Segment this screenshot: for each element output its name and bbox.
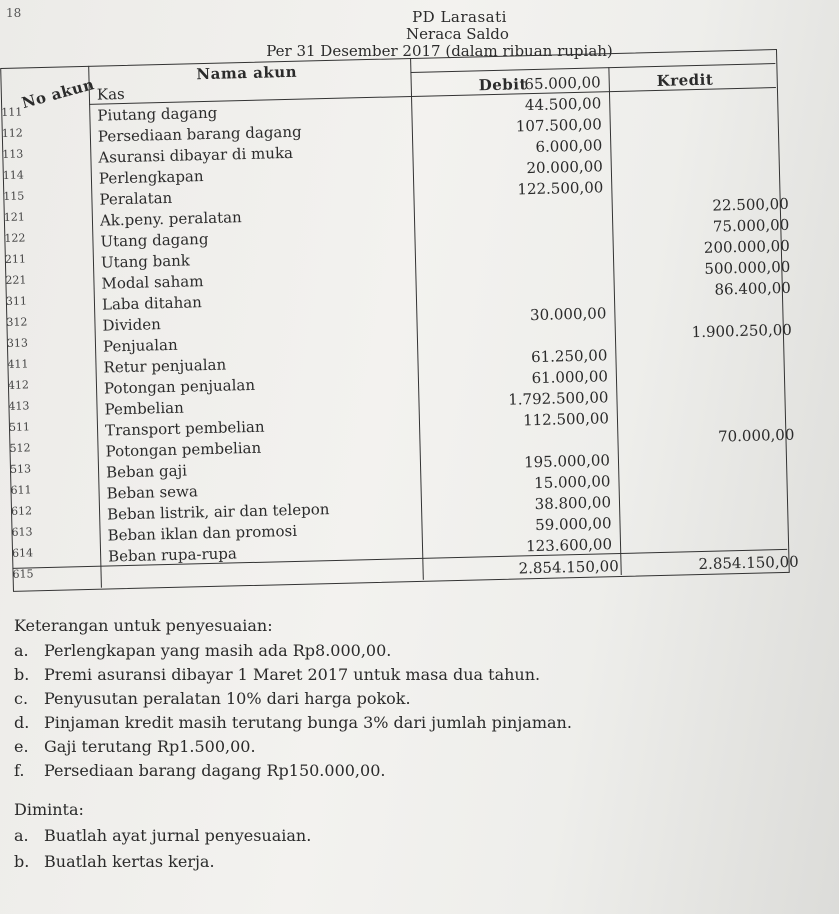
account-number: 512 — [9, 441, 31, 455]
adjustment-item-label: f. — [14, 761, 25, 780]
account-number: 113 — [2, 147, 24, 161]
debit-amount: 6.000,00 — [535, 136, 603, 156]
company-name: PD Larasati — [412, 8, 507, 26]
account-number: 112 — [1, 126, 23, 140]
account-name: Persediaan barang dagang — [97, 122, 302, 146]
account-name: Beban rupa-rupa — [107, 544, 238, 566]
account-number: 211 — [4, 252, 27, 266]
kredit-amount: 70.000,00 — [717, 425, 795, 446]
adjustment-item — [14, 641, 572, 665]
debit-amount: 15.000,00 — [533, 472, 611, 493]
account-name: Beban sewa — [106, 482, 199, 503]
account-number: 413 — [8, 399, 30, 413]
adjustment-item-label: e. — [14, 737, 29, 756]
kredit-amount: 200.000,00 — [703, 236, 790, 257]
debit-amount: 61.000,00 — [531, 367, 609, 388]
account-name: Peralatan — [99, 188, 173, 209]
account-name: Ak.peny. peralatan — [99, 208, 242, 230]
account-name: Utang dagang — [100, 229, 209, 251]
total-debit: 2.854.150,00 — [518, 557, 619, 578]
requested-tasks — [14, 800, 311, 878]
adjustment-item — [14, 689, 572, 713]
requested-item-text: Buatlah ayat jurnal penyesuaian. — [44, 826, 312, 845]
account-number: 615 — [12, 567, 34, 581]
account-number: 311 — [5, 294, 28, 308]
account-name: Modal saham — [101, 272, 204, 293]
debit-amount: 30.000,00 — [529, 304, 607, 325]
account-number: 412 — [7, 378, 30, 392]
adjustment-item-text: Persediaan barang dagang Rp150.000,00. — [44, 761, 386, 780]
account-number: 511 — [8, 420, 31, 434]
requested-title: Diminta: — [14, 800, 84, 819]
account-number: 122 — [4, 231, 26, 245]
debit-amount: 112.500,00 — [522, 409, 610, 430]
adjustment-item-text: Perlengkapan yang masih ada Rp8.000,00. — [44, 641, 392, 660]
kredit-amount: 86.400,00 — [714, 278, 792, 299]
requested-list — [14, 826, 311, 878]
account-number: 611 — [10, 483, 32, 497]
adjustment-item-text: Premi asuransi dibayar 1 Maret 2017 untuk masa dua tahun. — [44, 665, 541, 684]
requested-item-text: Buatlah kertas kerja. — [44, 852, 215, 871]
account-number: 313 — [6, 336, 29, 350]
adjustment-item — [14, 713, 572, 737]
account-number: 312 — [6, 315, 28, 329]
requested-item-label: b. — [14, 852, 30, 871]
kredit-amount: 500.000,00 — [704, 257, 791, 278]
adjustment-item-text: Penyusutan peralatan 10% dari harga pokok. — [44, 689, 411, 708]
account-name: Potongan penjualan — [103, 375, 256, 398]
account-name: Asuransi dibayar di muka — [98, 143, 294, 167]
debit-amount: 59.000,00 — [534, 514, 612, 535]
account-number: 513 — [9, 462, 32, 476]
account-number: 121 — [3, 210, 26, 224]
account-name: Kas — [96, 84, 125, 104]
page-number: 18 — [6, 6, 22, 20]
adjustment-item — [14, 737, 572, 761]
account-name: Pembelian — [104, 398, 184, 419]
adjustment-item — [14, 665, 572, 689]
debit-amount: 1.792.500,00 — [508, 388, 609, 409]
kredit-amount: 1.900.250,00 — [691, 320, 793, 342]
account-name: Piutang dagang — [97, 103, 218, 125]
account-name: Retur penjualan — [103, 355, 227, 377]
account-number: 111 — [1, 105, 23, 119]
kredit-amount: 75.000,00 — [712, 215, 790, 236]
account-name: Beban listrik, air dan telepon — [106, 500, 330, 524]
column-header-nama-akun: Nama akun — [196, 62, 298, 84]
column-header-no-akun: No akun — [19, 75, 97, 113]
total-kredit: 2.854.150,00 — [698, 552, 799, 574]
debit-amount: 38.800,00 — [534, 493, 612, 514]
debit-amount: 107.500,00 — [515, 115, 602, 136]
debit-amount: 195.000,00 — [523, 451, 611, 472]
account-number: 114 — [2, 168, 24, 182]
account-name: Beban gaji — [105, 461, 188, 482]
adjustment-list — [14, 641, 572, 785]
adjustment-item-label: b. — [14, 665, 30, 684]
account-name: Utang bank — [100, 251, 191, 272]
report-title: Neraca Saldo — [406, 25, 509, 43]
account-name: Dividen — [102, 315, 161, 335]
column-header-kredit: Kredit — [656, 70, 714, 90]
account-name: Penjualan — [102, 335, 178, 356]
adjustment-item-label: d. — [14, 713, 30, 732]
debit-amount: 123.600,00 — [525, 535, 613, 556]
requested-item — [14, 852, 311, 878]
debit-amount: 20.000,00 — [526, 157, 603, 178]
adjustment-notes — [14, 616, 572, 785]
account-name: Laba ditahan — [101, 293, 203, 314]
adjustment-item-text: Pinjaman kredit masih terutang bunga 3% dari jumlah pinjaman. — [44, 713, 572, 732]
adjustment-item-label: a. — [14, 641, 29, 660]
account-number: 612 — [10, 504, 33, 518]
account-number: 614 — [11, 546, 34, 560]
trial-balance-table — [0, 40, 839, 600]
account-name: Beban iklan dan promosi — [107, 521, 298, 545]
account-name: Transport pembelian — [104, 417, 265, 440]
report-period: Per 31 Desember 2017 (dalam ribuan rupiah) — [266, 42, 613, 60]
adjustment-item-text: Gaji terutang Rp1.500,00. — [44, 737, 256, 756]
requested-item — [14, 826, 311, 852]
account-number: 221 — [5, 273, 27, 287]
kredit-amount: 22.500,00 — [712, 194, 789, 215]
adjustment-title: Keterangan untuk penyesuaian: — [14, 616, 273, 635]
account-number: 411 — [7, 357, 29, 371]
account-number: 115 — [3, 189, 25, 203]
debit-amount: 61.250,00 — [530, 346, 608, 367]
account-name: Potongan pembelian — [105, 438, 262, 461]
account-number: 613 — [11, 525, 33, 539]
account-name: Perlengkapan — [98, 167, 204, 188]
debit-amount: 44.500,00 — [524, 94, 602, 115]
requested-item-label: a. — [14, 826, 29, 845]
adjustment-item-label: c. — [14, 689, 29, 708]
debit-amount: 65.000,00 — [524, 73, 601, 94]
column-header-debit: Debit — [478, 75, 528, 95]
debit-amount: 122.500,00 — [517, 178, 604, 199]
adjustment-item — [14, 761, 572, 785]
